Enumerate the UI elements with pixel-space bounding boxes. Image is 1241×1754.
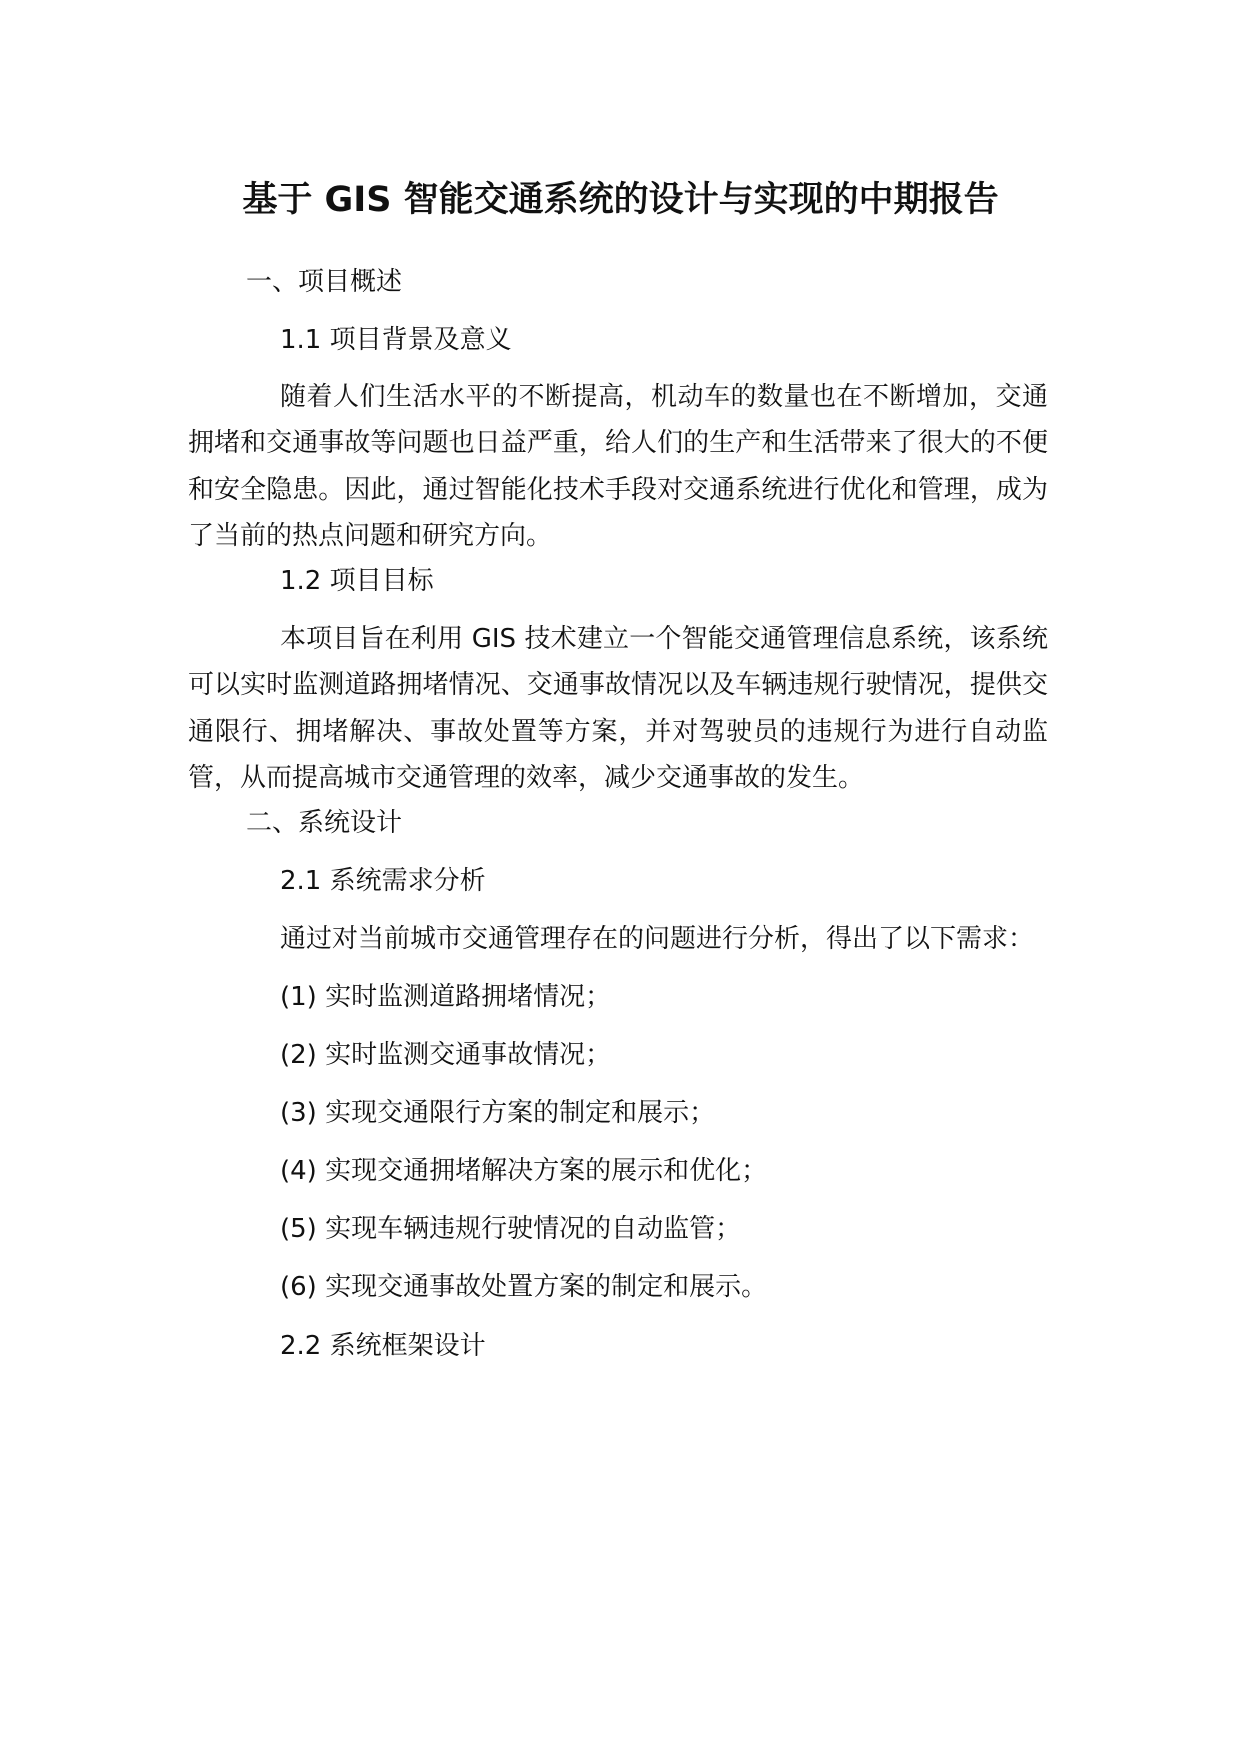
list-item: (6) 实现交通事故处置方案的制定和展示。 <box>280 1272 768 1302</box>
paragraph-goals: 本项目旨在利用 GIS 技术建立一个智能交通管理信息系统，该系统可以实时监测道路拥堵情况、交通事故情况以及车辆违规行驶情况，提供交通限行、拥堵解决、事故处置等方案，并对驾驶员的违规行为进行自动监管，从而提高城市交通管理的效率，减少交通事故的发生。 <box>188 624 1048 793</box>
section-heading-overview: 一、项目概述 <box>246 267 403 297</box>
subsection-heading-goals: 1.2 项目目标 <box>280 566 434 596</box>
list-item: (4) 实现交通拥堵解决方案的展示和优化； <box>280 1156 768 1186</box>
subsection-heading-background: 1.1 项目背景及意义 <box>280 325 512 355</box>
subsection-heading-framework: 2.2 系统框架设计 <box>280 1331 486 1361</box>
list-item: (5) 实现车辆违规行驶情况的自动监管； <box>280 1214 742 1244</box>
list-item: (3) 实现交通限行方案的制定和展示； <box>280 1098 716 1128</box>
section-heading-system-design: 二、系统设计 <box>246 808 403 838</box>
list-item: (1) 实时监测道路拥堵情况； <box>280 982 612 1012</box>
document-title: 基于 GIS 智能交通系统的设计与实现的中期报告 <box>242 180 999 220</box>
requirements-intro: 通过对当前城市交通管理存在的问题进行分析，得出了以下需求： <box>280 924 1035 954</box>
paragraph-background: 随着人们生活水平的不断提高，机动车的数量也在不断增加，交通拥堵和交通事故等问题也日益严重，给人们的生产和生活带来了很大的不便和安全隐患。因此，通过智能化技术手段对交通系统进行优化和管理，成为了当前的热点问题和研究方向。 <box>188 382 1048 551</box>
subsection-heading-requirements: 2.1 系统需求分析 <box>280 866 486 896</box>
list-item: (2) 实时监测交通事故情况； <box>280 1040 612 1070</box>
